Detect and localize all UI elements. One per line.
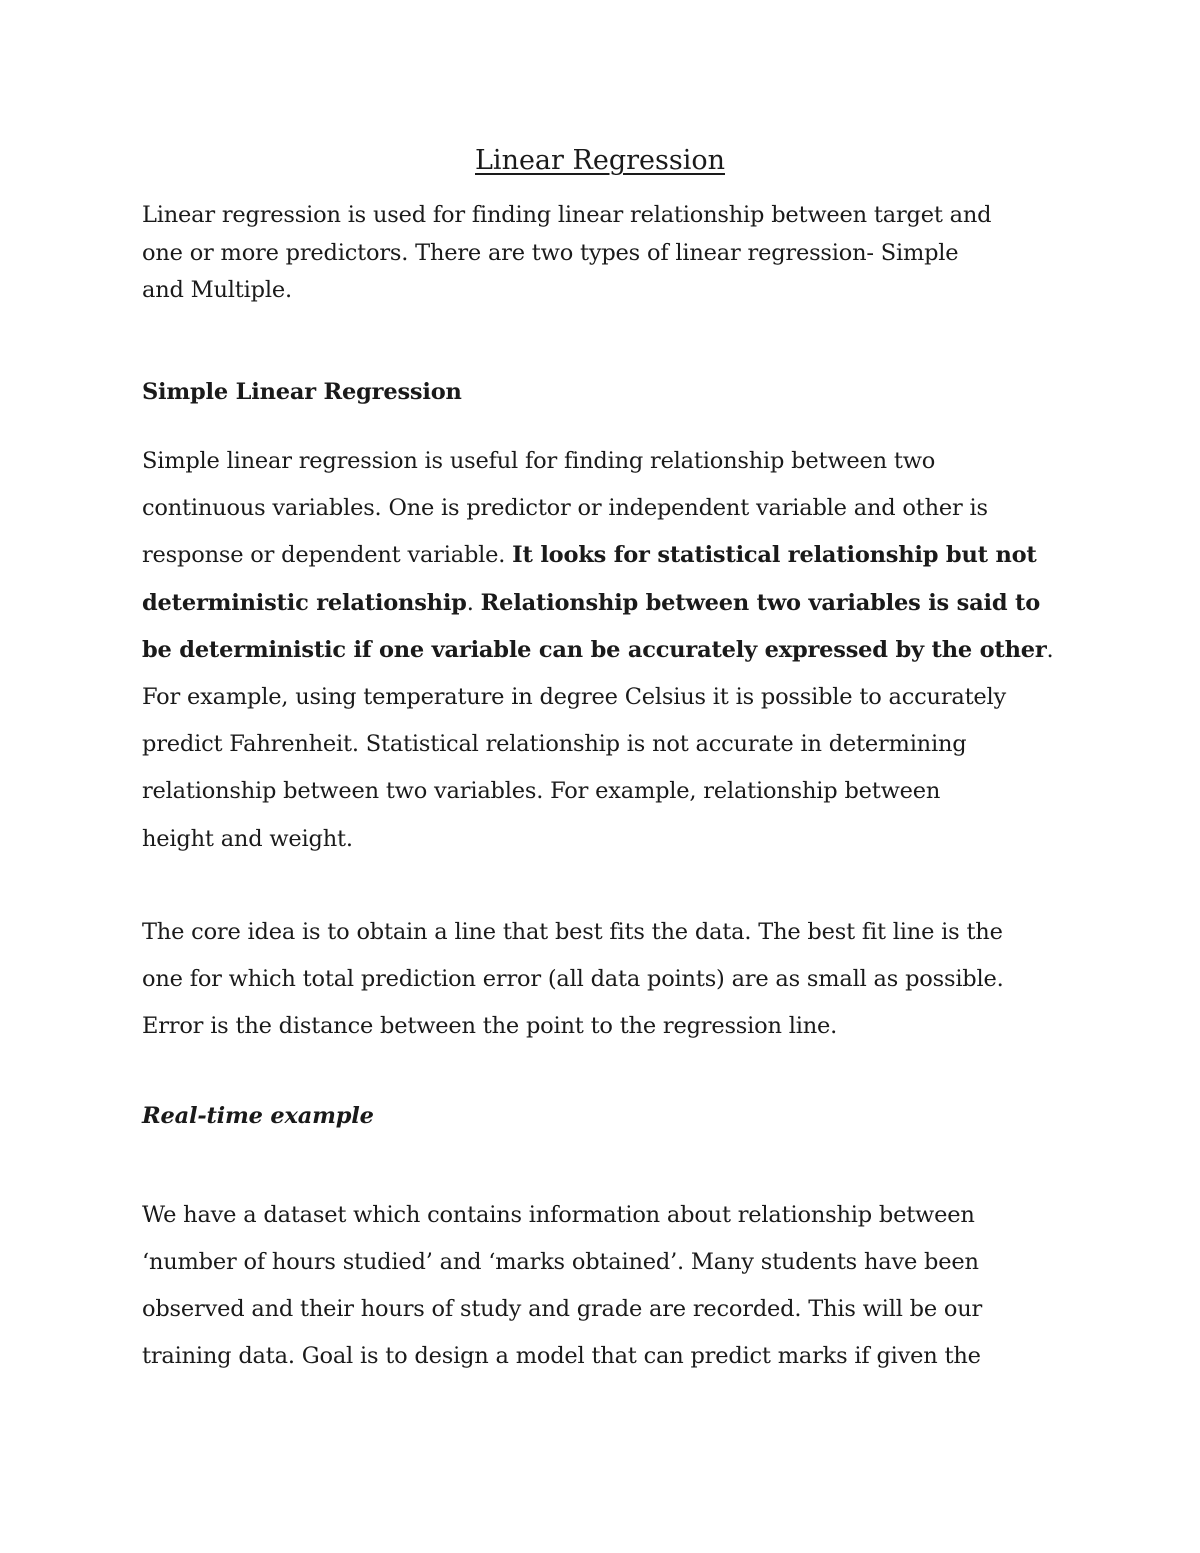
- simple-line-4: [142, 580, 1067, 627]
- deterministic-relationship-emphasis: deterministic relationship: [142, 589, 467, 616]
- simple-line-5: [142, 627, 1067, 674]
- deterministic-definition-emphasis: Relationship between two variables is said to: [480, 589, 1040, 616]
- intro-line-1: Linear regression is used for finding linear relationship between target and: [142, 202, 992, 228]
- dataset-line-1: We have a dataset which contains information about relationship between: [142, 1202, 975, 1228]
- intro-paragraph: [142, 197, 1067, 310]
- dataset-line-4: training data. Goal is to design a model that can predict marks if given the: [142, 1343, 981, 1369]
- core-idea-paragraph: [142, 909, 1067, 1050]
- simple-line-5-text: .: [1046, 636, 1054, 663]
- simple-line-2: continuous variables. One is predictor or independent variable and other is: [142, 495, 988, 522]
- simple-line-1: Simple linear regression is useful for finding relationship between two: [142, 448, 936, 474]
- intro-line-3: and Multiple.: [142, 277, 292, 303]
- core-line-1: The core idea is to obtain a line that best fits the data. The best fit line is the: [142, 919, 1003, 945]
- simple-linear-regression-heading: Simple Linear Regression: [142, 379, 462, 405]
- simple-regression-paragraph: [142, 438, 1067, 863]
- statistical-relationship-emphasis: It looks for statistical relationship but not: [512, 542, 1037, 569]
- simple-line-3: [142, 532, 1067, 579]
- simple-line-8: relationship between two variables. For example, relationship between: [142, 778, 941, 805]
- simple-line-6: For example, using temperature in degree Celsius it is possible to accurately: [142, 684, 1007, 711]
- deterministic-definition-emphasis-cont: be deterministic if one variable can be accurately expressed by the other: [142, 636, 1047, 663]
- dataset-paragraph: [142, 1192, 1067, 1380]
- simple-line-7: predict Fahrenheit. Statistical relationship is not accurate in determining: [142, 731, 967, 758]
- dataset-line-2: ‘number of hours studied’ and ‘marks obtained’. Many students have been: [142, 1249, 979, 1275]
- dataset-line-3: observed and their hours of study and grade are recorded. This will be our: [142, 1296, 983, 1322]
- core-line-2: one for which total prediction error (all data points) are as small as possible.: [142, 966, 1004, 992]
- simple-line-4-text: .: [466, 589, 481, 616]
- core-line-3: Error is the distance between the point to the regression line.: [142, 1013, 838, 1039]
- simple-line-9: height and weight.: [142, 825, 353, 852]
- document-title: Linear Regression: [475, 145, 725, 176]
- real-time-example-heading: Real-time example: [142, 1103, 374, 1129]
- intro-line-2: one or more predictors. There are two types of linear regression- Simple: [142, 239, 959, 266]
- simple-line-3-text: response or dependent variable.: [142, 542, 513, 569]
